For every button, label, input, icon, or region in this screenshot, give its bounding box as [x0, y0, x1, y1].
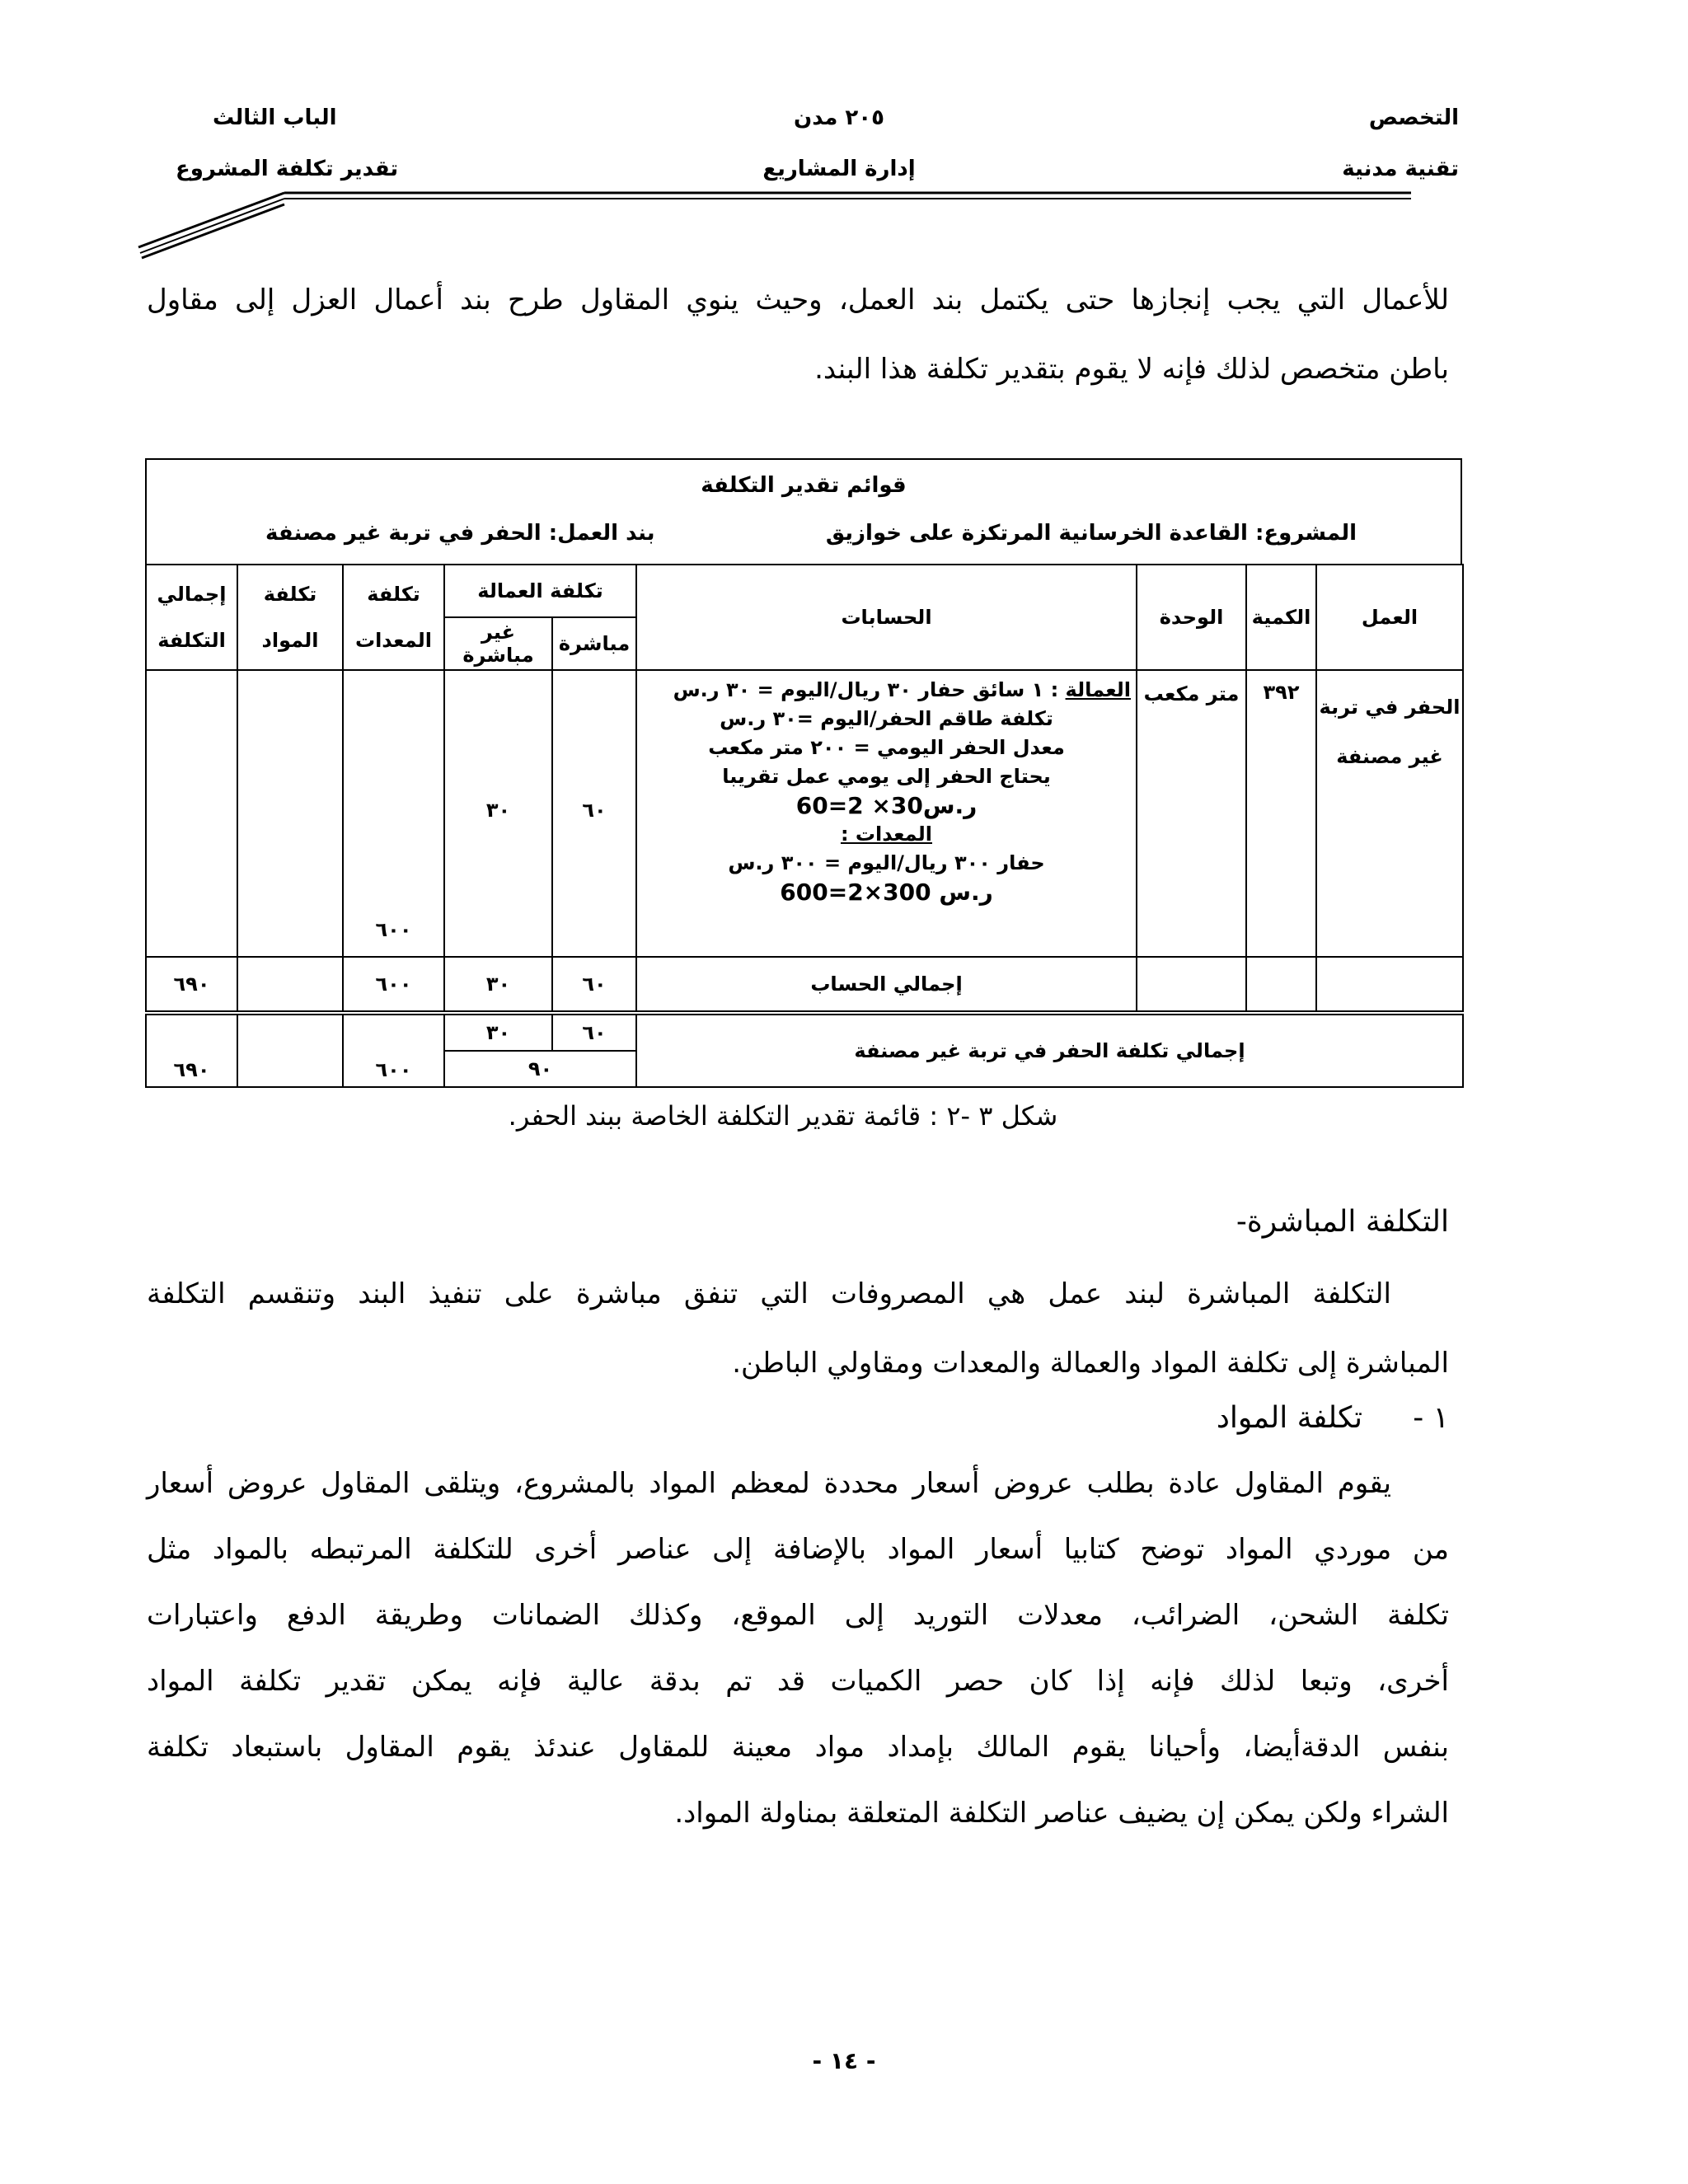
header-calculations: الحسابات — [636, 565, 1137, 670]
materials-line-3: تكلفة الشحن، الضرائب، معدلات التوريد إلى الموقع، وكذلك الضمانات وطريقة الدفع واعتبارات — [147, 1599, 1449, 1632]
specialty-label: التخصص — [1368, 105, 1459, 130]
cost-table-project: المشروع: القاعدة الخرسانية المرتكزة على خوازيق — [825, 521, 1357, 546]
grand-total-equipment: ٦٠٠ — [343, 1015, 444, 1087]
header-total-line1: إجمالي — [157, 583, 227, 606]
header-labor-indirect: غير مباشرة — [444, 617, 552, 670]
intro-paragraph — [147, 265, 1449, 404]
materials-paragraph — [147, 1451, 1449, 1846]
header-quantity: الكمية — [1246, 565, 1316, 670]
calc-labor-label: العمالة — [1065, 678, 1131, 701]
course-name: إدارة المشاريع — [762, 157, 916, 181]
chapter-title: تقدير تكلفة المشروع — [176, 157, 399, 181]
header-equipment-cost — [343, 565, 444, 670]
header-materials-line1: تكلفة — [263, 583, 317, 606]
row-work-line1: الحفر في تربة — [1319, 696, 1461, 719]
row-labor-direct: ٦٠ — [552, 670, 636, 957]
header-total-line2: التكلفة — [157, 629, 226, 652]
header-materials-cost — [237, 565, 343, 670]
row-labor-indirect: ٣٠ — [444, 670, 552, 957]
direct-cost-paragraph — [147, 1259, 1449, 1398]
subtotal-unit — [1137, 957, 1246, 1011]
calc-line-4: يحتاج الحفر إلى يومي عمل تقريبا — [722, 765, 1051, 788]
direct-cost-line-2: المباشرة إلى تكلفة المواد والعمالة والمعدات ومقاولي الباطن. — [732, 1347, 1449, 1380]
subtotal-work — [1316, 957, 1463, 1011]
subtotal-quantity — [1246, 957, 1316, 1011]
header-rule — [0, 0, 1688, 272]
header-labor-cost: تكلفة العمالة — [444, 565, 636, 617]
grand-total-labor-sum: ٩٠ — [444, 1051, 636, 1087]
grand-total-labor-direct: ٦٠ — [552, 1015, 636, 1051]
cost-table-work-item: بند العمل: الحفر في تربة غير مصنفة — [265, 521, 655, 546]
subtotal-labor-indirect: ٣٠ — [444, 957, 552, 1011]
row-work — [1316, 670, 1463, 957]
calc-line-5: ر.س30× 2=60 — [795, 792, 978, 819]
figure-caption: شكل ٣ -٢ : قائمة تقدير التكلفة الخاصة ببند الحفر. — [508, 1100, 1058, 1132]
subtotal-equipment: ٦٠٠ — [343, 957, 444, 1011]
header-unit: الوحدة — [1137, 565, 1246, 670]
cost-table-title: قوائم تقدير التكلفة — [701, 473, 907, 498]
row-equipment: ٦٠٠ — [343, 670, 444, 957]
subtotal-materials — [237, 957, 343, 1011]
materials-line-4: أخرى، وتبعا لذلك فإنه إذا كان حصر الكميات قد تم بدقة عالية فإنه يمكن تقدير تكلفة المواد — [147, 1665, 1449, 1698]
header-equipment-line2: المعدات — [354, 629, 433, 652]
calc-equipment-label: المعدات : — [840, 823, 933, 846]
row-calculations — [636, 670, 1137, 957]
header-equipment-line1: تكلفة — [367, 583, 420, 606]
direct-cost-heading: التكلفة المباشرة- — [1236, 1205, 1449, 1239]
calc-line-7: حفار ٣٠٠ ريال/اليوم = ٣٠٠ ر.س — [728, 851, 1045, 874]
materials-line-5: بنفس الدقةأيضا، وأحيانا يقوم المالك بإمداد مواد معينة للمقاول عندئذ يقوم المقاول باستبعاد تكلفة — [147, 1731, 1449, 1764]
materials-line-6: الشراء ولكن يمكن إن يضيف عناصر التكلفة المتعلقة بمناولة المواد. — [674, 1797, 1449, 1830]
calc-line-6 — [637, 820, 1136, 849]
specialty-value: تقنية مدنية — [1342, 157, 1459, 181]
materials-line-1: يقوم المقاول عادة بطلب عروض أسعار محددة لمعظم المواد بالمشروع، ويتلقى المقاول عروض أسعار — [147, 1467, 1391, 1500]
intro-line-2: باطن متخصص لذلك فإنه لا يقوم بتقدير تكلفة هذا البند. — [814, 353, 1449, 386]
row-unit: متر مكعب — [1137, 670, 1246, 957]
row-total — [146, 670, 237, 957]
course-code: ٢٠٥ مدن — [794, 105, 884, 130]
calc-labor-text: : ١ سائق حفار ٣٠ ريال/اليوم = ٣٠ ر.س — [673, 678, 1066, 701]
materials-number: ١ - — [1413, 1401, 1449, 1435]
grand-total-labor-indirect: ٣٠ — [444, 1015, 552, 1051]
grand-total-label: إجمالي تكلفة الحفر في تربة غير مصنفة — [636, 1015, 1463, 1087]
subtotal-labor-direct: ٦٠ — [552, 957, 636, 1011]
calc-line-1 — [637, 676, 1136, 705]
subtotal-label: إجمالي الحساب — [636, 957, 1137, 1011]
row-quantity: ٣٩٢ — [1246, 670, 1316, 957]
grand-total-materials — [237, 1015, 343, 1087]
grand-total-total: ٦٩٠ — [146, 1015, 237, 1087]
header-materials-line2: المواد — [261, 629, 319, 652]
calc-line-3: معدل الحفر اليومي = ٢٠٠ متر مكعب — [708, 736, 1065, 759]
row-work-line2: غير مصنفة — [1336, 745, 1443, 768]
row-materials — [237, 670, 343, 957]
header-total-cost — [146, 565, 237, 670]
materials-heading: تكلفة المواد — [1216, 1401, 1362, 1435]
header-work: العمل — [1316, 565, 1463, 670]
page-number: - ١٤ - — [812, 2047, 876, 2074]
subtotal-total: ٦٩٠ — [146, 957, 237, 1011]
header-labor-direct: مباشرة — [552, 617, 636, 670]
direct-cost-line-1: التكلفة المباشرة لبند عمل هي المصروفات التي تنفق مباشرة على تنفيذ البند وتنقسم التكلفة — [147, 1277, 1391, 1310]
chapter-label: الباب الثالث — [213, 105, 337, 130]
materials-line-2: من موردي المواد توضح كتابيا أسعار المواد بالإضافة إلى عناصر أخرى للتكلفة المرتبطه بالمواد مثل — [147, 1533, 1449, 1566]
cost-estimate-table — [145, 564, 1464, 1088]
calc-line-8: ر.س 300×2=600 — [780, 879, 993, 906]
intro-line-1: للأعمال التي يجب إنجازها حتى يكتمل بند العمل، وحيث ينوي المقاول طرح بند أعمال العزل إلى مقاول — [147, 284, 1449, 316]
calc-line-2: تكلفة طاقم الحفر/اليوم =٣٠ ر.س — [720, 707, 1053, 730]
